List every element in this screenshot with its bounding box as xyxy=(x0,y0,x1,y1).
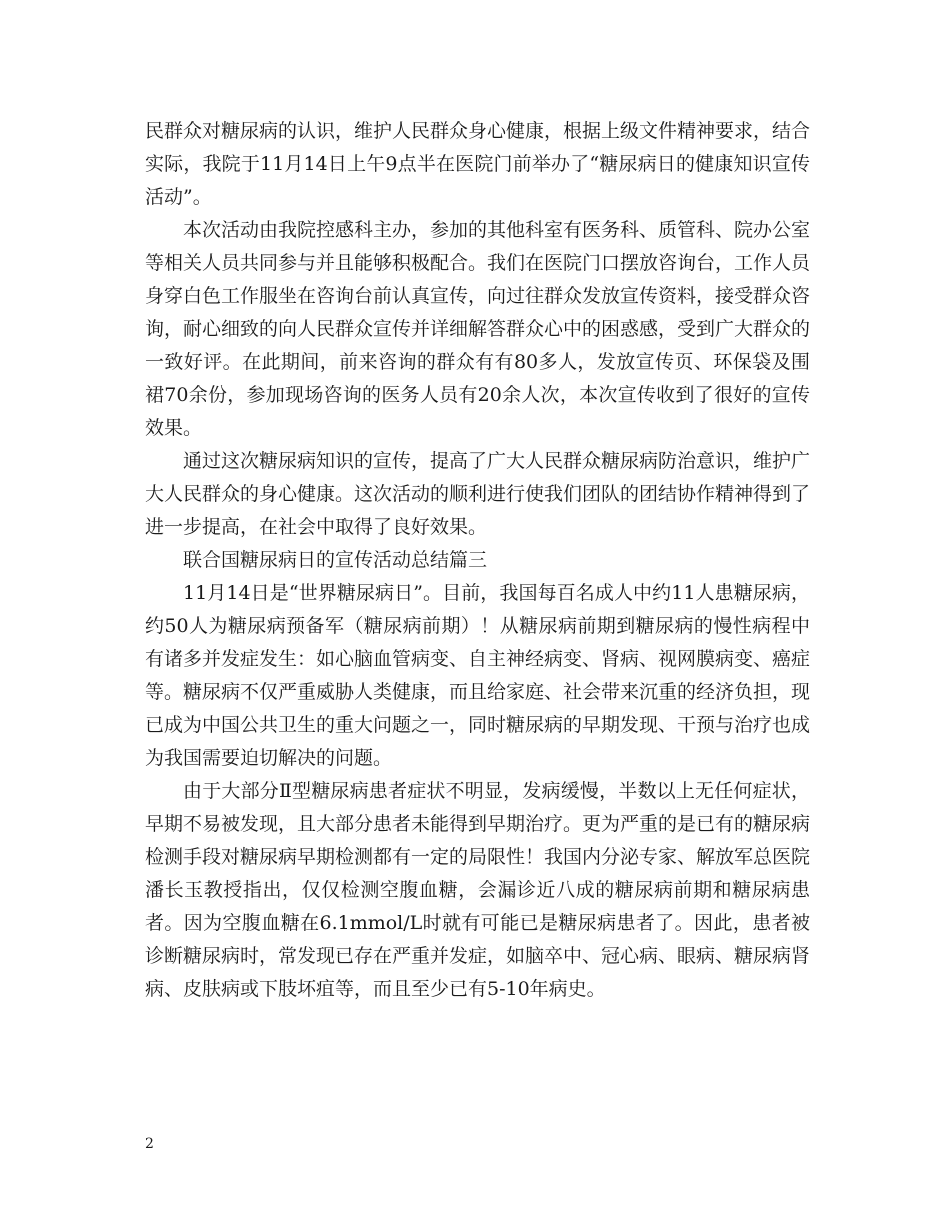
document-body xyxy=(145,115,810,1006)
paragraph-continuation: 民群众对糖尿病的认识，维护人民群众身心健康，根据上级文件精神要求，结合实际，我院于11月14日上午9点半在医院门前举办了“糖尿病日的健康知识宣传活动”。 xyxy=(145,120,811,208)
paragraph-activity-organization: 本次活动由我院控感科主办，参加的其他科室有医务科、质管科、院办公室等相关人员共同参与并且能够积极配合。我们在医院门口摆放咨询台，工作人员身穿白色工作服坐在咨询台前认真宣传，向过往群众发放宣传资料，接受群众咨询，耐心细致的向人民群众宣传并详细解答群众心中的困惑感，受到广大群众的一致好评。在此期间，前来咨询的群众有有80多人，发放宣传页、环保袋及围裙70余份，参加现场咨询的医务人员有20余人次，本次宣传收到了很好的宣传效果。 xyxy=(145,219,811,439)
paragraph-type2-diabetes: 由于大部分Ⅱ型糖尿病患者症状不明显，发病缓慢，半数以上无任何症状，早期不易被发现，且大部分患者未能得到早期治疗。更为严重的是已有的糖尿病检测手段对糖尿病早期检测都有一定的局限性！我国内分泌专家、解放军总医院潘长玉教授指出，仅仅检测空腹血糖，会漏诊近八成的糖尿病前期和糖尿病患者。因为空腹血糖在6.1mmol/L时就有可能已是糖尿病患者了。因此，患者被诊断糖尿病时，常发现已存在严重并发症，如脑卒中、冠心病、眼病、糖尿病肾病、皮肤病或下肢坏疽等，而且至少已有5-10年病史。 xyxy=(145,780,811,1000)
paragraph-world-diabetes-day: 11月14日是“世界糖尿病日”。目前，我国每百名成人中约11人患糖尿病，约50人为糖尿病预备军（糖尿病前期）！从糖尿病前期到糖尿病的慢性病程中有诸多并发症发生：如心脑血管病变、自主神经病变、肾病、视网膜病变、癌症等。糖尿病不仅严重威胁人类健康，而且给家庭、社会带来沉重的经济负担，现已成为中国公共卫生的重大问题之一，同时糖尿病的早期发现、干预与治疗也成为我国需要迫切解决的问题。 xyxy=(145,582,811,769)
page-number: 2 xyxy=(145,1136,154,1152)
paragraph-activity-result: 通过这次糖尿病知识的宣传，提高了广大人民群众糖尿病防治意识，维护广大人民群众的身心健康。这次活动的顺利进行使我们团队的团结协作精神得到了进一步提高，在社会中取得了良好效果。 xyxy=(145,450,811,538)
section-heading: 联合国糖尿病日的宣传活动总结篇三 xyxy=(183,549,488,571)
